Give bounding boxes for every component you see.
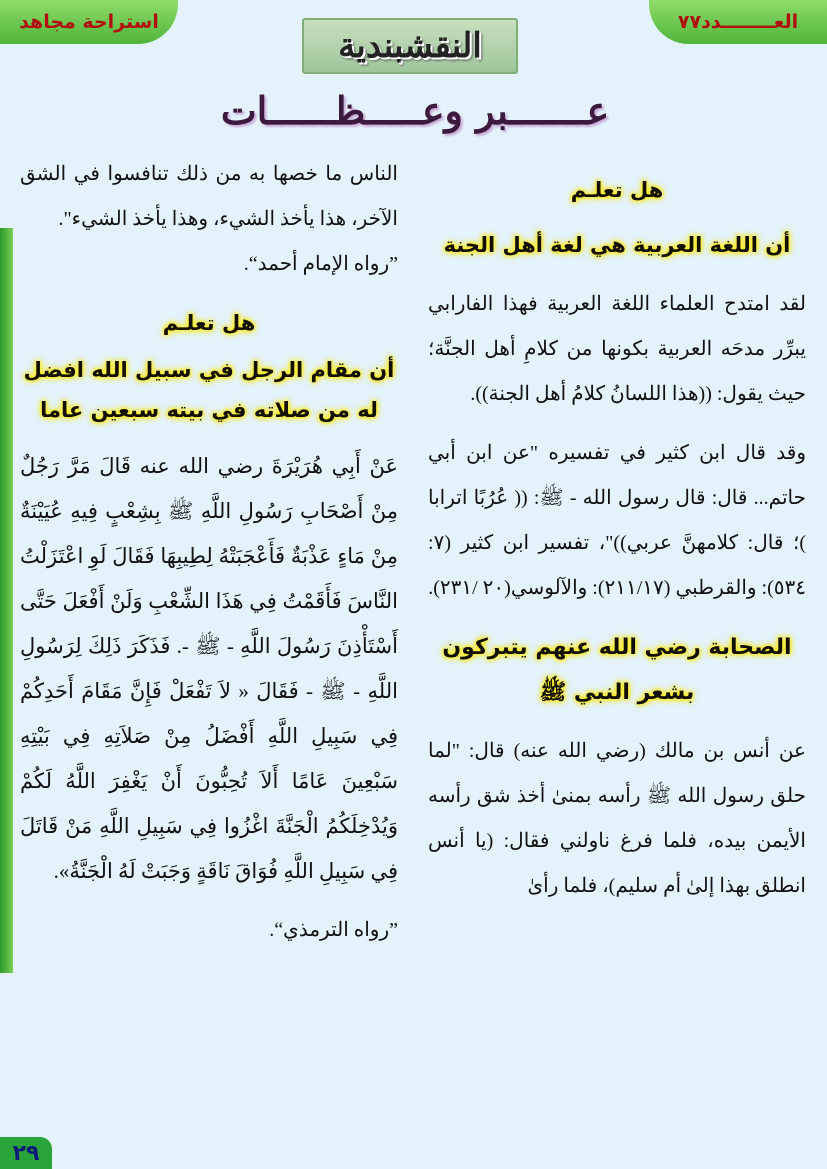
hadith-text: عَنْ أَبِي هُرَيْرَةَ رضي الله عنه قَالَ مَرَّ رَجُلٌ مِنْ أَصْحَابِ رَسُولِ اللَّهِ ﷺ بِشِعْبٍ فِيهِ عُيَيْنَةٌ مِنْ مَاءٍ عَذْبَةٌ فَأَعْجَبَتْهُ لِطِيبِهَا فَقَالَ لَوِ اعْتَزَلْتُ النَّاسَ فَأَقَمْتُ فِي هَذَا الشِّعْبِ وَلَنْ أَفْعَلَ حَتَّى أَسْتَأْذِنَ رَسُولَ اللَّهِ - ﷺ -. فَذَكَرَ ذَلِكَ لِرَسُولِ اللَّهِ - ﷺ - فَقَالَ « لاَ تَفْعَلْ فَإِنَّ مَقَامَ أَحَدِكُمْ فِي سَبِيلِ اللَّهِ أَفْضَلُ مِنْ صَلاَتِهِ فِي بَيْتِهِ سَبْعِينَ عَامًا أَلاَ تُحِبُّونَ أَنْ يَغْفِرَ اللَّهُ لَكُمْ وَيُدْخِلَكُمُ الْجَنَّةَ اغْزُوا فِي سَبِيلِ اللَّهِ مَنْ قَاتَلَ فِي سَبِيلِ اللَّهِ فُوَاقَ نَاقَةٍ وَجَبَتْ لَهُ الْجَنَّةُ». (20, 454, 398, 883)
paragraph: وقد قال ابن كثير في تفسيره "عن ابن أبي حاتم... قال: قال رسول الله - ﷺ: (( عُرُبًا اترابا )؛ قال: كلامهنَّ عربي))"، تفسير ابن كثير (٧: ٥٣٤): والقرطبي (٢١١/١٧): والآلوسي(٢٠ /٢٣١). (428, 442, 806, 599)
side-decoration-bar (0, 228, 13, 973)
magazine-masthead: النقشبندية (302, 18, 518, 74)
right-column (428, 166, 806, 909)
paragraph: عن أنس بن مالك (رضي الله عنه) قال: "لما حلق رسول الله ﷺ رأسه بمنىٰ أخذ شق رأسه الأيمن بيده، فلما فرغ ناولني فقال: (يا أنس انطلق بهذا إلىٰ أم سليم)، فلما رأىٰ (428, 740, 806, 897)
section-subheading: أن مقام الرجل في سبيل الله افضل له من صلاته في بيته سبعين عاما (23, 358, 395, 422)
citation: ”رواه الإمام أحمد“. (243, 253, 398, 275)
section-heading: الصحابة رضي الله عنهم يتبركون بشعر النبي ﷺ (442, 635, 792, 705)
page-number: ٢٩ (0, 1137, 52, 1169)
issue-number-tab: العــــــــدد٧٧ (649, 0, 827, 44)
section-subheading: أن اللغة العربية هي لغة أهل الجنة (443, 233, 791, 257)
page-title: عـــــــبر وعـــــظــــــات (220, 88, 610, 133)
did-you-know-heading: هل تعلـم (162, 311, 256, 335)
section-tab: استراحة مجاهد (0, 0, 178, 44)
paragraph: لقد امتدح العلماء اللغة العربية فهذا الفارابي يبرِّر مدحَه العربية بكونها من كلامِ أهل الجنَّة؛ حيث يقول: ((هذا اللسانُ كلامُ أهل الجنة)). (428, 293, 806, 405)
paragraph: الناس ما خصها به من ذلك تنافسوا في الشق الآخر، هذا يأخذ الشيء، وهذا يأخذ الشيء". (20, 163, 398, 230)
did-you-know-heading: هل تعلـم (570, 178, 664, 202)
left-column (20, 152, 398, 953)
citation: ”رواه الترمذي“. (269, 919, 398, 941)
